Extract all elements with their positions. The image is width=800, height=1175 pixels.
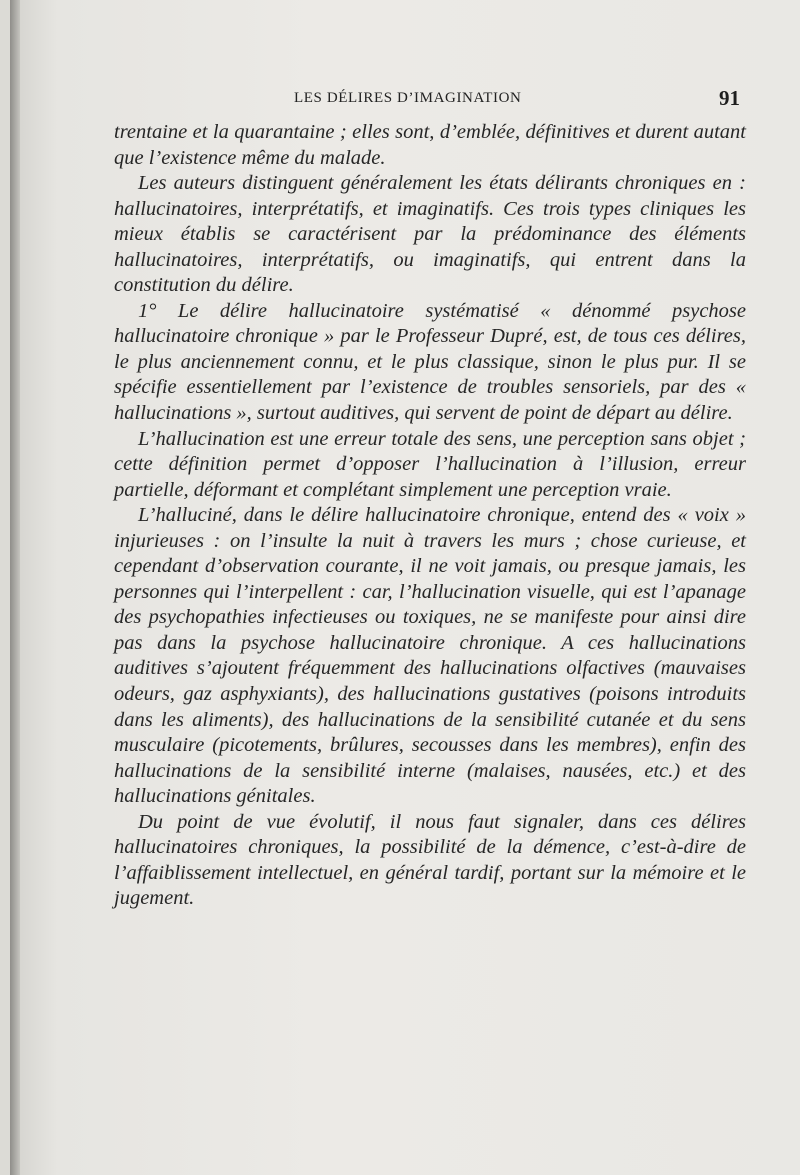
- paragraph-classification: Les auteurs distinguent généralement les états délirants chroniques en : hallucinatoires, interprétatifs, et imaginatifs. Ces trois types cliniques les mieux établis se caractérisent par la prédominance des éléments hallucinatoires, interprétatifs, ou imaginatifs, qui entrent dans la constitution du délire.: [114, 172, 746, 297]
- page-number: 91: [719, 86, 740, 110]
- paragraph-evolution: Du point de vue évolutif, il nous faut signaler, dans ces délires hallucinatoires chroniques, la possibilité de la démence, c’est-à-dire de l’affaiblissement intellectuel, en général tardif, portant sur la mémoire et le jugement.: [114, 810, 746, 910]
- book-page: [10, 0, 800, 1175]
- paragraph-hallucinatory-delirium: 1° Le délire hallucinatoire systématisé « dénommé psychose hallucinatoire chronique » par le Professeur Dupré, est, de tous ces délires, le plus anciennement connu, et le plus classique, sinon le plus pur. Il se spécifie essentiellement par l’existence de troubles sensoriels, par des « hallucinations », surtout auditives, qui servent de point de départ au délire.: [114, 299, 746, 425]
- spine-shadow: [10, 0, 20, 1175]
- page-header: [114, 86, 746, 114]
- paragraph-continuation: trentaine et la quarantaine ; elles sont, d’emblée, définitives et durent autant que l’existence même du malade.: [114, 121, 746, 169]
- running-title: LES DÉLIRES D’IMAGINATION: [294, 90, 522, 106]
- paragraph-hallucination-definition: L’hallucination est une erreur totale des sens, une perception sans objet ; cette définition permet d’opposer l’hallucination à l’illusion, erreur partielle, déformant et complétant simplement une perception vraie.: [114, 427, 746, 501]
- body-text: [114, 120, 746, 912]
- paragraph-hallucinated-patient: L’halluciné, dans le délire hallucinatoire chronique, entend des « voix » injurieuses : on l’insulte la nuit à travers les murs ; chose curieuse, et cependant d’observation courante, il ne voit jamais, ou presque jamais, les personnes qui l’interpellent : car, l’hallucination visuelle, qui est l’apanage des psychopathies infectieuses ou toxiques, ne se manifeste pour ainsi dire pas dans la psychose hallucinatoire chronique. A ces hallucinations auditives s’ajoutent fréquemment des hallucinations olfactives (mauvaises odeurs, gaz asphyxiants), des hallucinations gustatives (poisons introduits dans les aliments), des hallucinations de la sensibilité cutanée et du sens musculaire (picotements, brûlures, secousses dans les membres), enfin des hallucinations de la sensibilité interne (malaises, nausées, etc.) et des hallucinations génitales.: [114, 504, 746, 808]
